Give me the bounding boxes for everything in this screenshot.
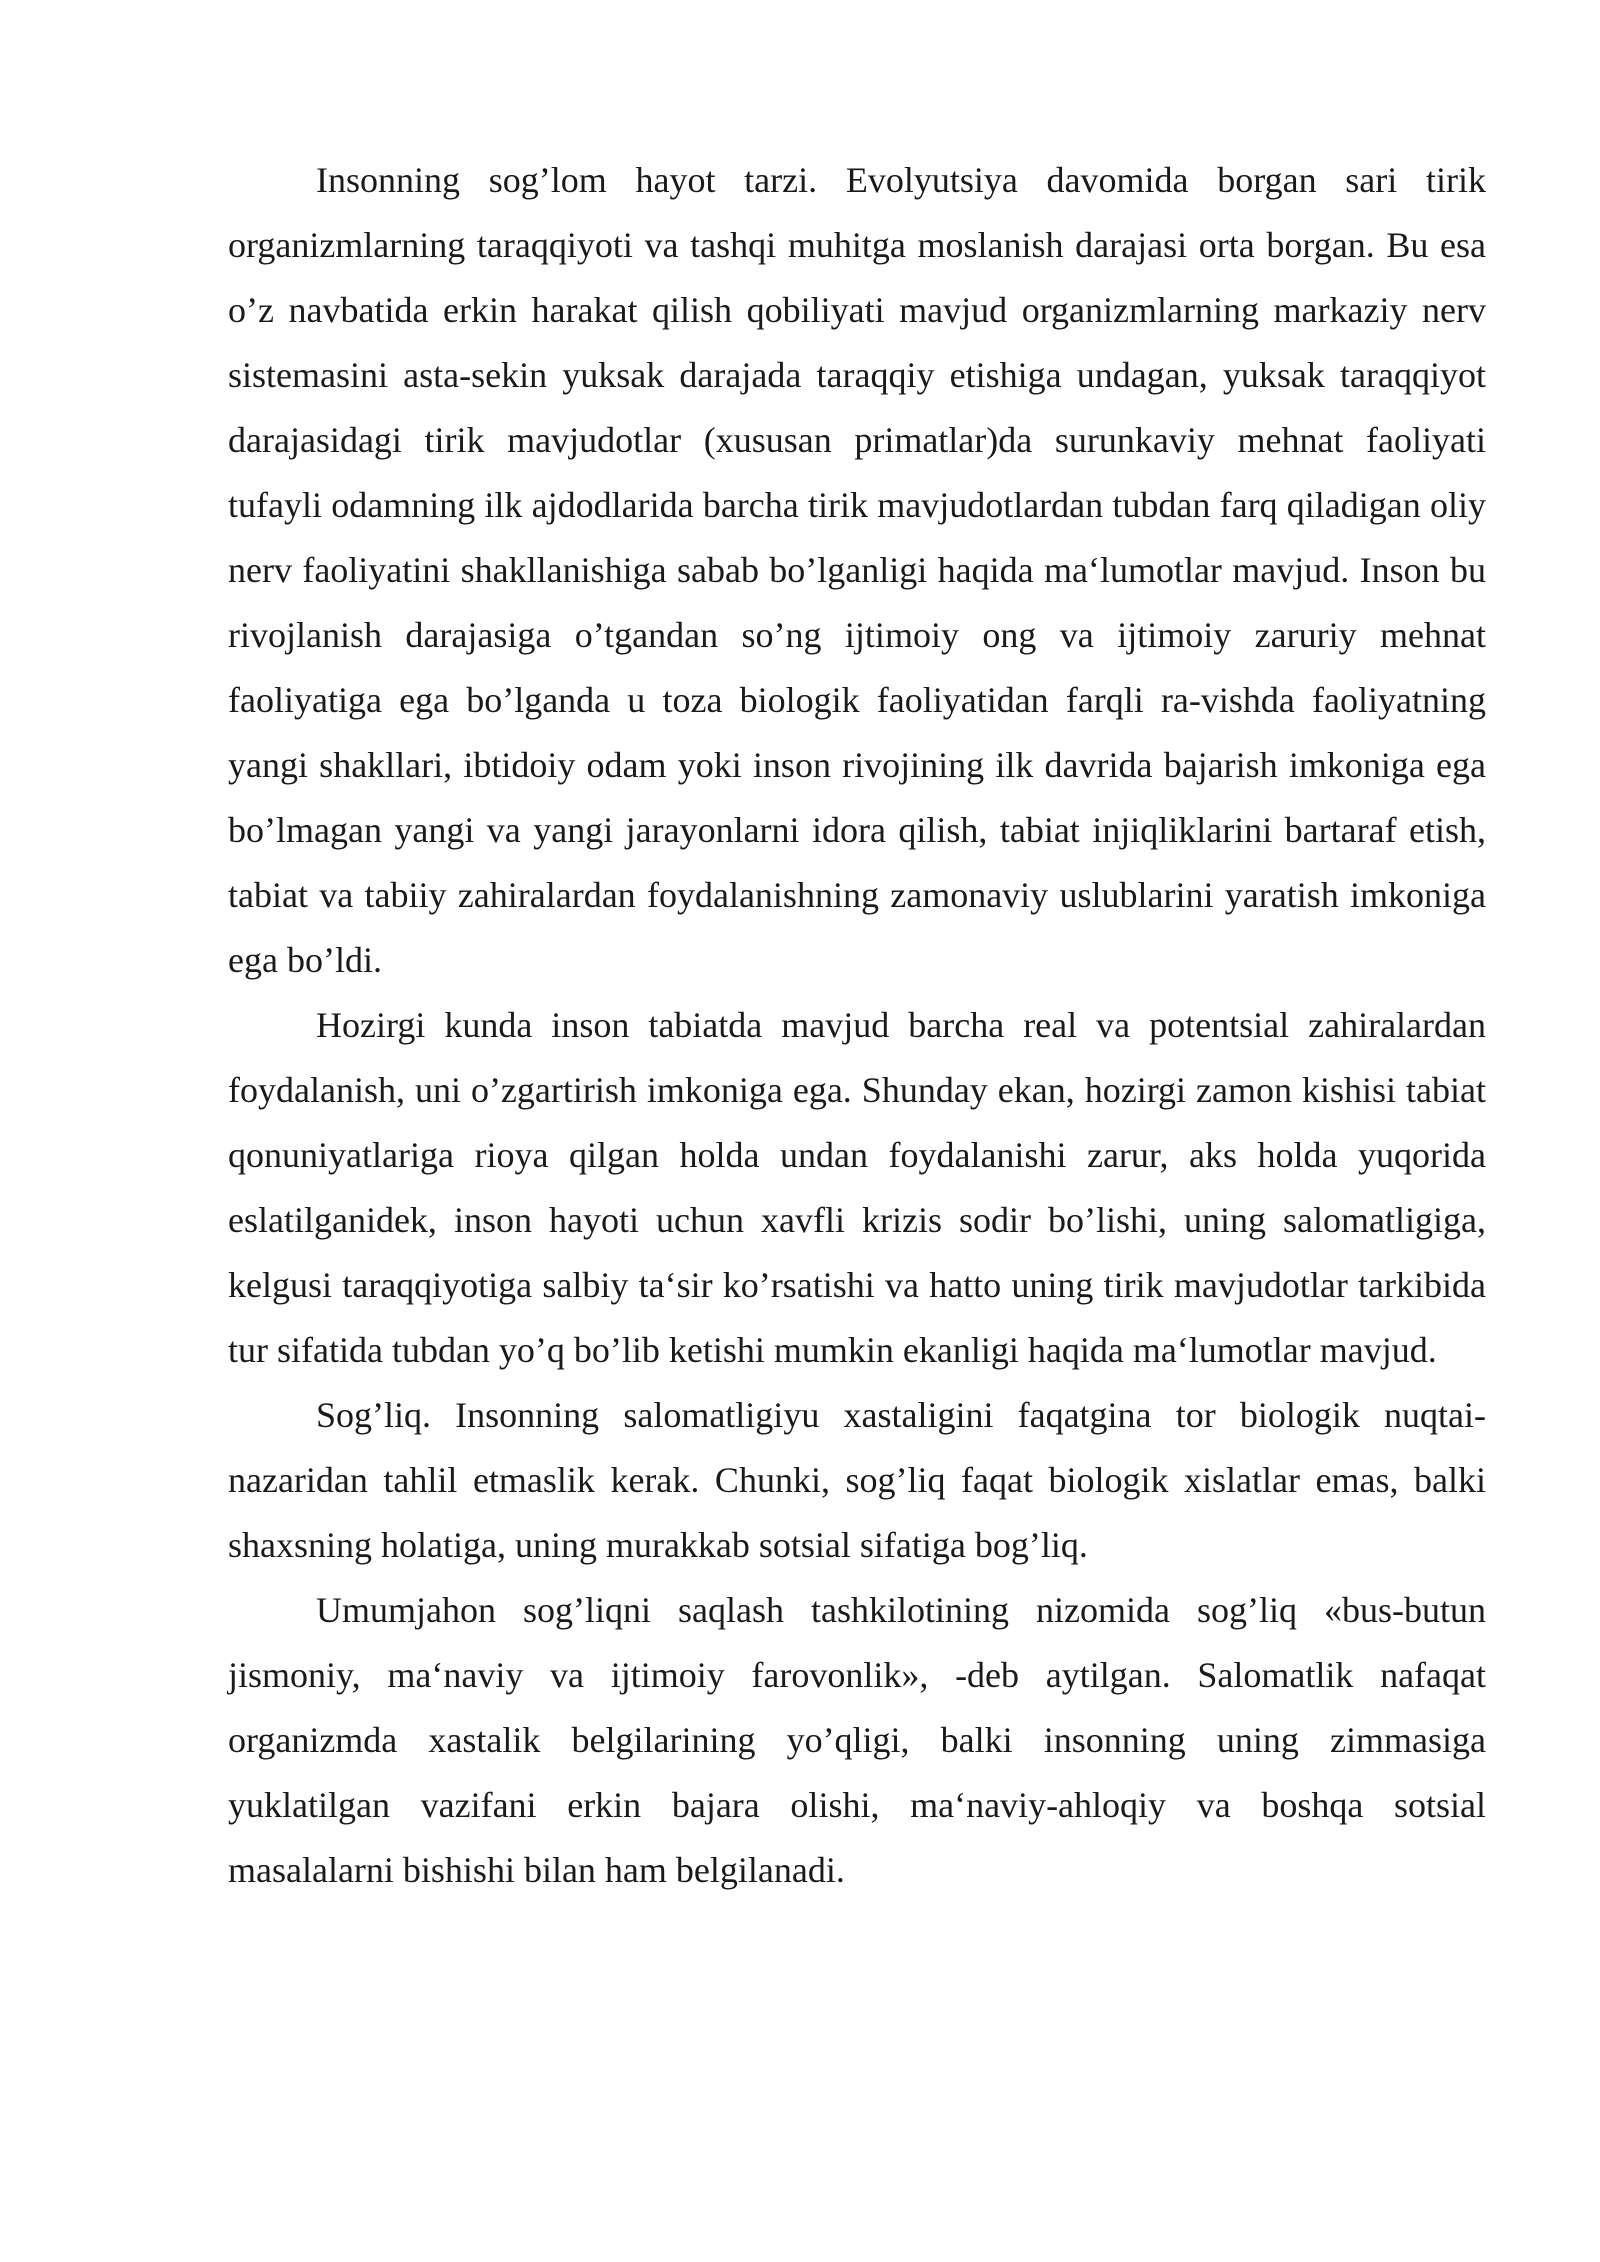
paragraph-who-charter: Umumjahon sog’liqni saqlash tashkilotining nizomida sog’liq «bus-butun jismoniy, ma‘naviy va ijtimoiy farovonlik», -deb aytilgan. Salomatlik nafaqat organizmda xastalik belgilarining yo’qligi, balki insonning uning zimmasiga yuklatilgan vazifani erkin bajara olishi, ma‘naviy-ahloqiy va boshqa sotsial masalalarni bishishi bilan ham belgilanadi. bbox=[228, 1590, 1486, 1890]
document-page bbox=[228, 148, 1486, 1903]
paragraph-health-definition: Sog’liq. Insonning salomatligiyu xastaligini faqatgina tor biologik nuqtai-nazaridan tahlil etmaslik kerak. Chunki, sog’liq faqat biologik xislatlar emas, balki shaxsning holatiga, uning murakkab sotsial sifatiga bog’liq. bbox=[228, 1395, 1486, 1565]
paragraph-healthy-lifestyle: Insonning sog’lom hayot tarzi. Evolyutsiya davomida borgan sari tirik organizmlarning taraqqiyoti va tashqi muhitga moslanish darajasi orta borgan. Bu esa o’z navbatida erkin harakat qilish qobiliyati mavjud organizmlarning markaziy nerv sistemasini asta-sekin yuksak darajada taraqqiy etishiga undagan, yuksak taraqqiyot darajasidagi tirik mavjudotlar (xususan primatlar)da surunkaviy mehnat faoliyati tufayli odamning ilk ajdodlarida barcha tirik mavjudotlardan tubdan farq qiladigan oliy nerv faoliyatini shakllanishiga sabab bo’lganligi haqida ma‘lumotlar mavjud. Inson bu rivojlanish darajasiga o’tgandan so’ng ijtimoiy ong va ijtimoiy zaruriy mehnat faoliyatiga ega bo’lganda u toza biologik faoliyatidan farqli ra-vishda faoliyatning yangi shakllari, ibtidoiy odam yoki inson rivojining ilk davrida bajarish imkoniga ega bo’lmagan yangi va yangi jarayonlarni idora qilish, tabiat injiqliklarini bartaraf etish, tabiat va tabiiy zahiralardan foydalanishning zamonaviy uslublarini yaratish imkoniga ega bo’ldi. bbox=[228, 160, 1486, 980]
paragraph-modern-human: Hozirgi kunda inson tabiatda mavjud barcha real va potentsial zahiralardan foydalanish, uni o’zgartirish imkoniga ega. Shunday ekan, hozirgi zamon kishisi tabiat qonuniyatlariga rioya qilgan holda undan foydalanishi zarur, aks holda yuqorida eslatilganidek, inson hayoti uchun xavfli krizis sodir bo’lishi, uning salomatligiga, kelgusi taraqqiyotiga salbiy ta‘sir ko’rsatishi va hatto uning tirik mavjudotlar tarkibida tur sifatida tubdan yo’q bo’lib ketishi mumkin ekanligi haqida ma‘lumotlar mavjud. bbox=[228, 1005, 1486, 1370]
